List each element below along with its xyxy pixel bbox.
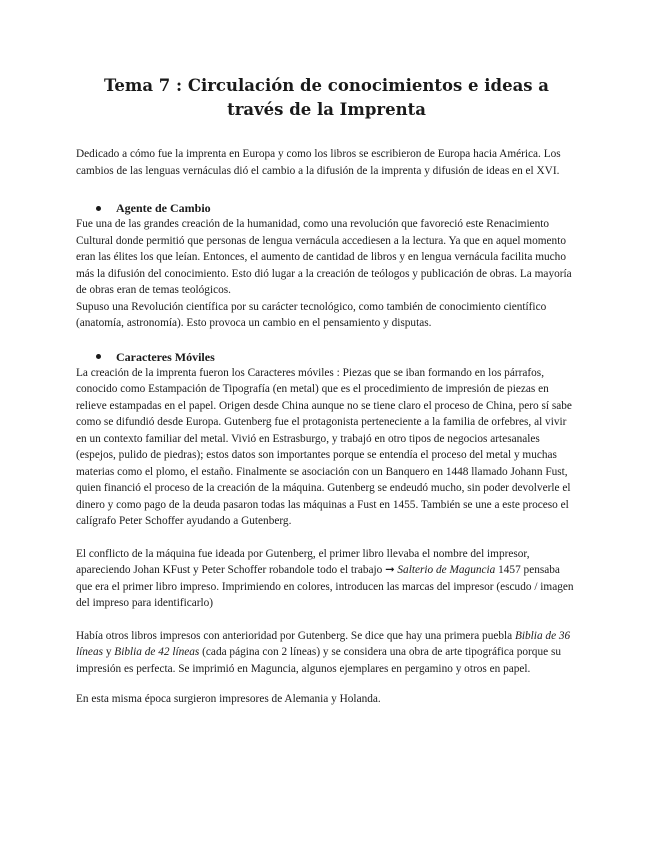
paragraph: Supuso una Revolución científica por su carácter tecnológico, como también de conocimiento científico (anatomía, astronomía). Esto provoca un cambio en el pensamiento y disputas. bbox=[76, 300, 547, 329]
book-title-salterio: Salterio de Maguncia bbox=[397, 564, 496, 576]
paragraph: Fue una de las grandes creación de la humanidad, como una revolución que favoreció este Renacimiento Cultural donde permitió que personas de lengua vernácula accediesen a la lectura. Ya que en aquel momento eran las élites los que leían. Entonces, el aumento de cantidad de libros y en lengua vernácula facilita mucho más la difusión del conocimiento. Esto dió lugar a la creación de teólogos y publicación de obras. La mayoría de obras eran de temas teológicos. bbox=[76, 218, 572, 296]
section-heading-label: Caracteres Móviles bbox=[116, 349, 215, 364]
document-title: Tema 7 : Circulación de conocimientos e ideas a través de la Imprenta bbox=[104, 76, 549, 119]
paragraph-text: El conflicto de la máquina fue ideada por Gutenberg, el primer libro llevaba el nombre del impresor, apareciendo Johan KFust y Peter Schoffer robandole todo el trabajo ➞ bbox=[76, 547, 530, 576]
bullet-icon bbox=[96, 354, 101, 359]
paragraph bbox=[76, 628, 577, 678]
paragraph: La creación de la imprenta fueron los Caracteres móviles : Piezas que se iban formando en los párrafos, conocido como Estampación de Tipografía (en metal) que es el procedimiento de impresión de piezas en relieve estampadas en el papel. Origen desde China aunque no se tiene claro el proceso de China, pero sí sabe como se difundió desde Europa. Gutenberg fue el protagonista perteneciente a la familia de orfebres, al vivir en un contexto familiar del metal. Vivió en Estrasburgo, y trabajó en otro tipos de negocios artesanales (espejos, pulido de piedras); estos datos son importantes porque se entendía el proceso del metal y muchas materias como el plomo, el estaño. Finalmente se asociación con un Banquero en 1448 llamado Johann Fust, quien financió el proceso de la creación de la máquina. Gutenberg se endeudó mucho, sin poder devolverle el dinero y como pago de la deuda pasaron todas las máquinas a Fust en 1455. También se une a este proceso el calígrafo Peter Schoffer ayudando a Gutenberg. bbox=[76, 366, 572, 527]
book-title-biblia-36: Biblia de 36 líneas bbox=[76, 629, 571, 658]
section-heading-caracteres-moviles bbox=[76, 349, 577, 365]
paragraph-text: 1457 pensaba que era el primer libro impreso. Imprimiendo en colores, introducen las marcas del impresor (escudo / imagen del impreso para identificarlo) bbox=[76, 564, 574, 609]
paragraph bbox=[76, 546, 577, 612]
paragraph-text: y bbox=[103, 646, 115, 658]
bullet-icon bbox=[96, 206, 101, 211]
paragraph: En esta misma época surgieron impresores de Alemania y Holanda. bbox=[76, 693, 381, 705]
section-heading-agente-de-cambio bbox=[76, 200, 577, 216]
book-title-biblia-42: Biblia de 42 líneas bbox=[114, 646, 200, 658]
paragraph-text: (cada página con 2 líneas) y se considera una obra de arte tipográfica porque su impresión es perfecta. Se imprimió en Maguncia, algunos ejemplares en pergamino y otros en papel. bbox=[76, 646, 561, 675]
paragraph-text: Había otros libros impresos con anterioridad por Gutenberg. Se dice que hay una primera puebla bbox=[76, 629, 515, 642]
intro-paragraph: Dedicado a cómo fue la imprenta en Europa y como los libros se escribieron de Europa hacia América. Los cambios de las lenguas vernáculas dió el cambio a la difusión de la imprenta y difusión de ideas en el XVI. bbox=[76, 148, 561, 177]
section-heading-label: Agente de Cambio bbox=[116, 201, 211, 215]
